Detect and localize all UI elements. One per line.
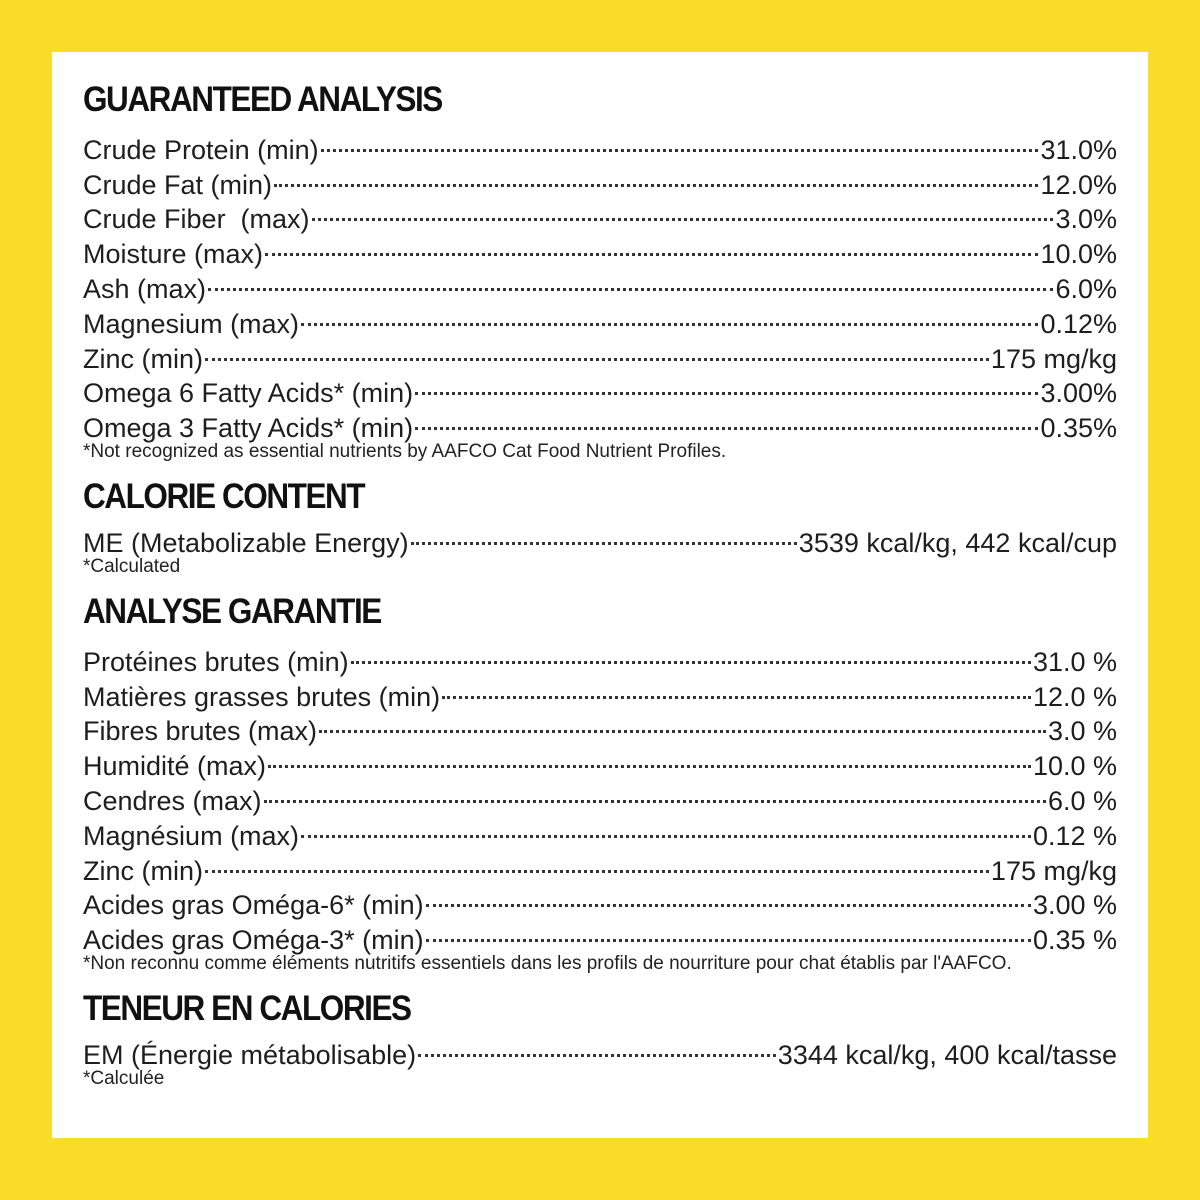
dot-leader	[426, 880, 1031, 915]
nutrient-label: Ash (max)	[83, 273, 207, 304]
dot-leader	[415, 368, 1038, 403]
nutrient-value: 3.0 %	[1047, 716, 1117, 747]
nutrient-value: 12.0%	[1040, 169, 1117, 200]
nutrient-label: Cendres (max)	[83, 785, 262, 816]
nutrient-label: Matières grasses brutes (min)	[83, 681, 441, 712]
dot-leader	[208, 263, 1053, 298]
calorie-footnote-fr: *Calculée	[83, 1067, 165, 1089]
dot-leader	[418, 1029, 776, 1064]
dot-leader	[426, 914, 1031, 949]
nutrient-label: Protéines brutes (min)	[83, 646, 349, 677]
nutrient-value: 12.0 %	[1032, 681, 1117, 712]
analyse-garantie-heading: ANALYSE GARANTIE	[83, 591, 381, 631]
calorie-footnote: *Calculated	[83, 555, 181, 577]
guaranteed-analysis-heading: GUARANTEED ANALYSIS	[83, 80, 442, 119]
calorie-content-heading: CALORIE CONTENT	[83, 477, 365, 517]
analysis-row	[83, 298, 1117, 339]
dot-leader	[301, 810, 1031, 845]
analyse-footnote: *Non reconnu comme éléments nutritifs essentiels dans les profils de nourriture pour chat établis par l'AAFCO.	[83, 953, 1012, 975]
nutrient-value: 175 mg/kg	[990, 855, 1117, 886]
dot-leader	[442, 671, 1031, 706]
nutrient-label: Acides gras Oméga-6* (min)	[83, 890, 424, 921]
dot-leader	[274, 159, 1038, 194]
dot-leader	[205, 333, 989, 368]
analyse-garantie-list	[83, 636, 1117, 956]
nutrient-label: Zinc (min)	[83, 343, 203, 374]
nutrient-value: 6.0 %	[1047, 785, 1117, 816]
nutrient-label: Crude Protein (min)	[83, 134, 319, 165]
dot-leader	[205, 845, 989, 880]
dot-leader	[268, 740, 1031, 775]
nutrient-value: 0.35%	[1040, 413, 1117, 444]
nutrient-value: 3.0%	[1055, 204, 1117, 235]
calorie-value: 3539 kcal/kg, 442 kcal/cup	[798, 527, 1117, 558]
label-content	[83, 80, 1117, 1094]
nutrient-label: Acides gras Oméga-3* (min)	[83, 925, 424, 956]
nutrient-label: Humidité (max)	[83, 751, 267, 782]
nutrient-value: 6.0%	[1055, 273, 1117, 304]
nutrient-value: 10.0 %	[1032, 751, 1117, 782]
teneur-en-calories-heading: TENEUR EN CALORIES	[83, 989, 411, 1029]
nutrient-label: Magnésium (max)	[83, 820, 300, 851]
analysis-row	[83, 845, 1117, 886]
nutrient-label: Fibres brutes (max)	[83, 716, 318, 747]
calorie-row	[83, 517, 1117, 558]
analysis-row	[83, 263, 1117, 304]
nutrient-label: Crude Fat (min)	[83, 169, 273, 200]
nutrient-value: 0.35 %	[1032, 925, 1117, 956]
dot-leader	[265, 228, 1038, 263]
nutrient-label: Magnesium (max)	[83, 308, 300, 339]
dot-leader	[321, 124, 1039, 159]
nutrient-value: 175 mg/kg	[990, 343, 1117, 374]
nutrient-value: 0.12 %	[1032, 820, 1117, 851]
analysis-row	[83, 636, 1117, 677]
nutrient-value: 3.00 %	[1032, 890, 1117, 921]
guaranteed-analysis-list	[83, 124, 1117, 444]
dot-leader	[351, 636, 1031, 671]
nutrient-label: Omega 6 Fatty Acids* (min)	[83, 378, 414, 409]
calorie-value: 3344 kcal/kg, 400 kcal/tasse	[777, 1039, 1117, 1070]
dot-leader	[301, 298, 1038, 333]
nutrient-label: Omega 3 Fatty Acids* (min)	[83, 413, 414, 444]
nutrient-value: 0.12%	[1040, 308, 1117, 339]
calorie-row	[83, 1029, 1117, 1070]
analysis-row	[83, 333, 1117, 374]
label-panel	[52, 52, 1148, 1138]
analysis-footnote: *Not recognized as essential nutrients by AAFCO Cat Food Nutrient Profiles.	[83, 441, 727, 463]
dot-leader	[415, 402, 1038, 437]
dot-leader	[319, 706, 1046, 741]
nutrient-label: Moisture (max)	[83, 239, 264, 270]
dot-leader	[411, 517, 797, 552]
dot-leader	[264, 775, 1046, 810]
nutrient-label: Crude Fiber (max)	[83, 204, 310, 235]
analysis-row	[83, 124, 1117, 165]
nutrient-value: 31.0%	[1040, 134, 1117, 165]
calorie-label: EM (Énergie métabolisable)	[83, 1039, 417, 1070]
dot-leader	[312, 194, 1054, 229]
analysis-row	[83, 368, 1117, 409]
analysis-row	[83, 880, 1117, 921]
nutrient-value: 10.0%	[1040, 239, 1117, 270]
calorie-label: ME (Metabolizable Energy)	[83, 527, 409, 558]
nutrient-label: Zinc (min)	[83, 855, 203, 886]
nutrient-value: 3.00%	[1040, 378, 1117, 409]
nutrient-value: 31.0 %	[1032, 646, 1117, 677]
